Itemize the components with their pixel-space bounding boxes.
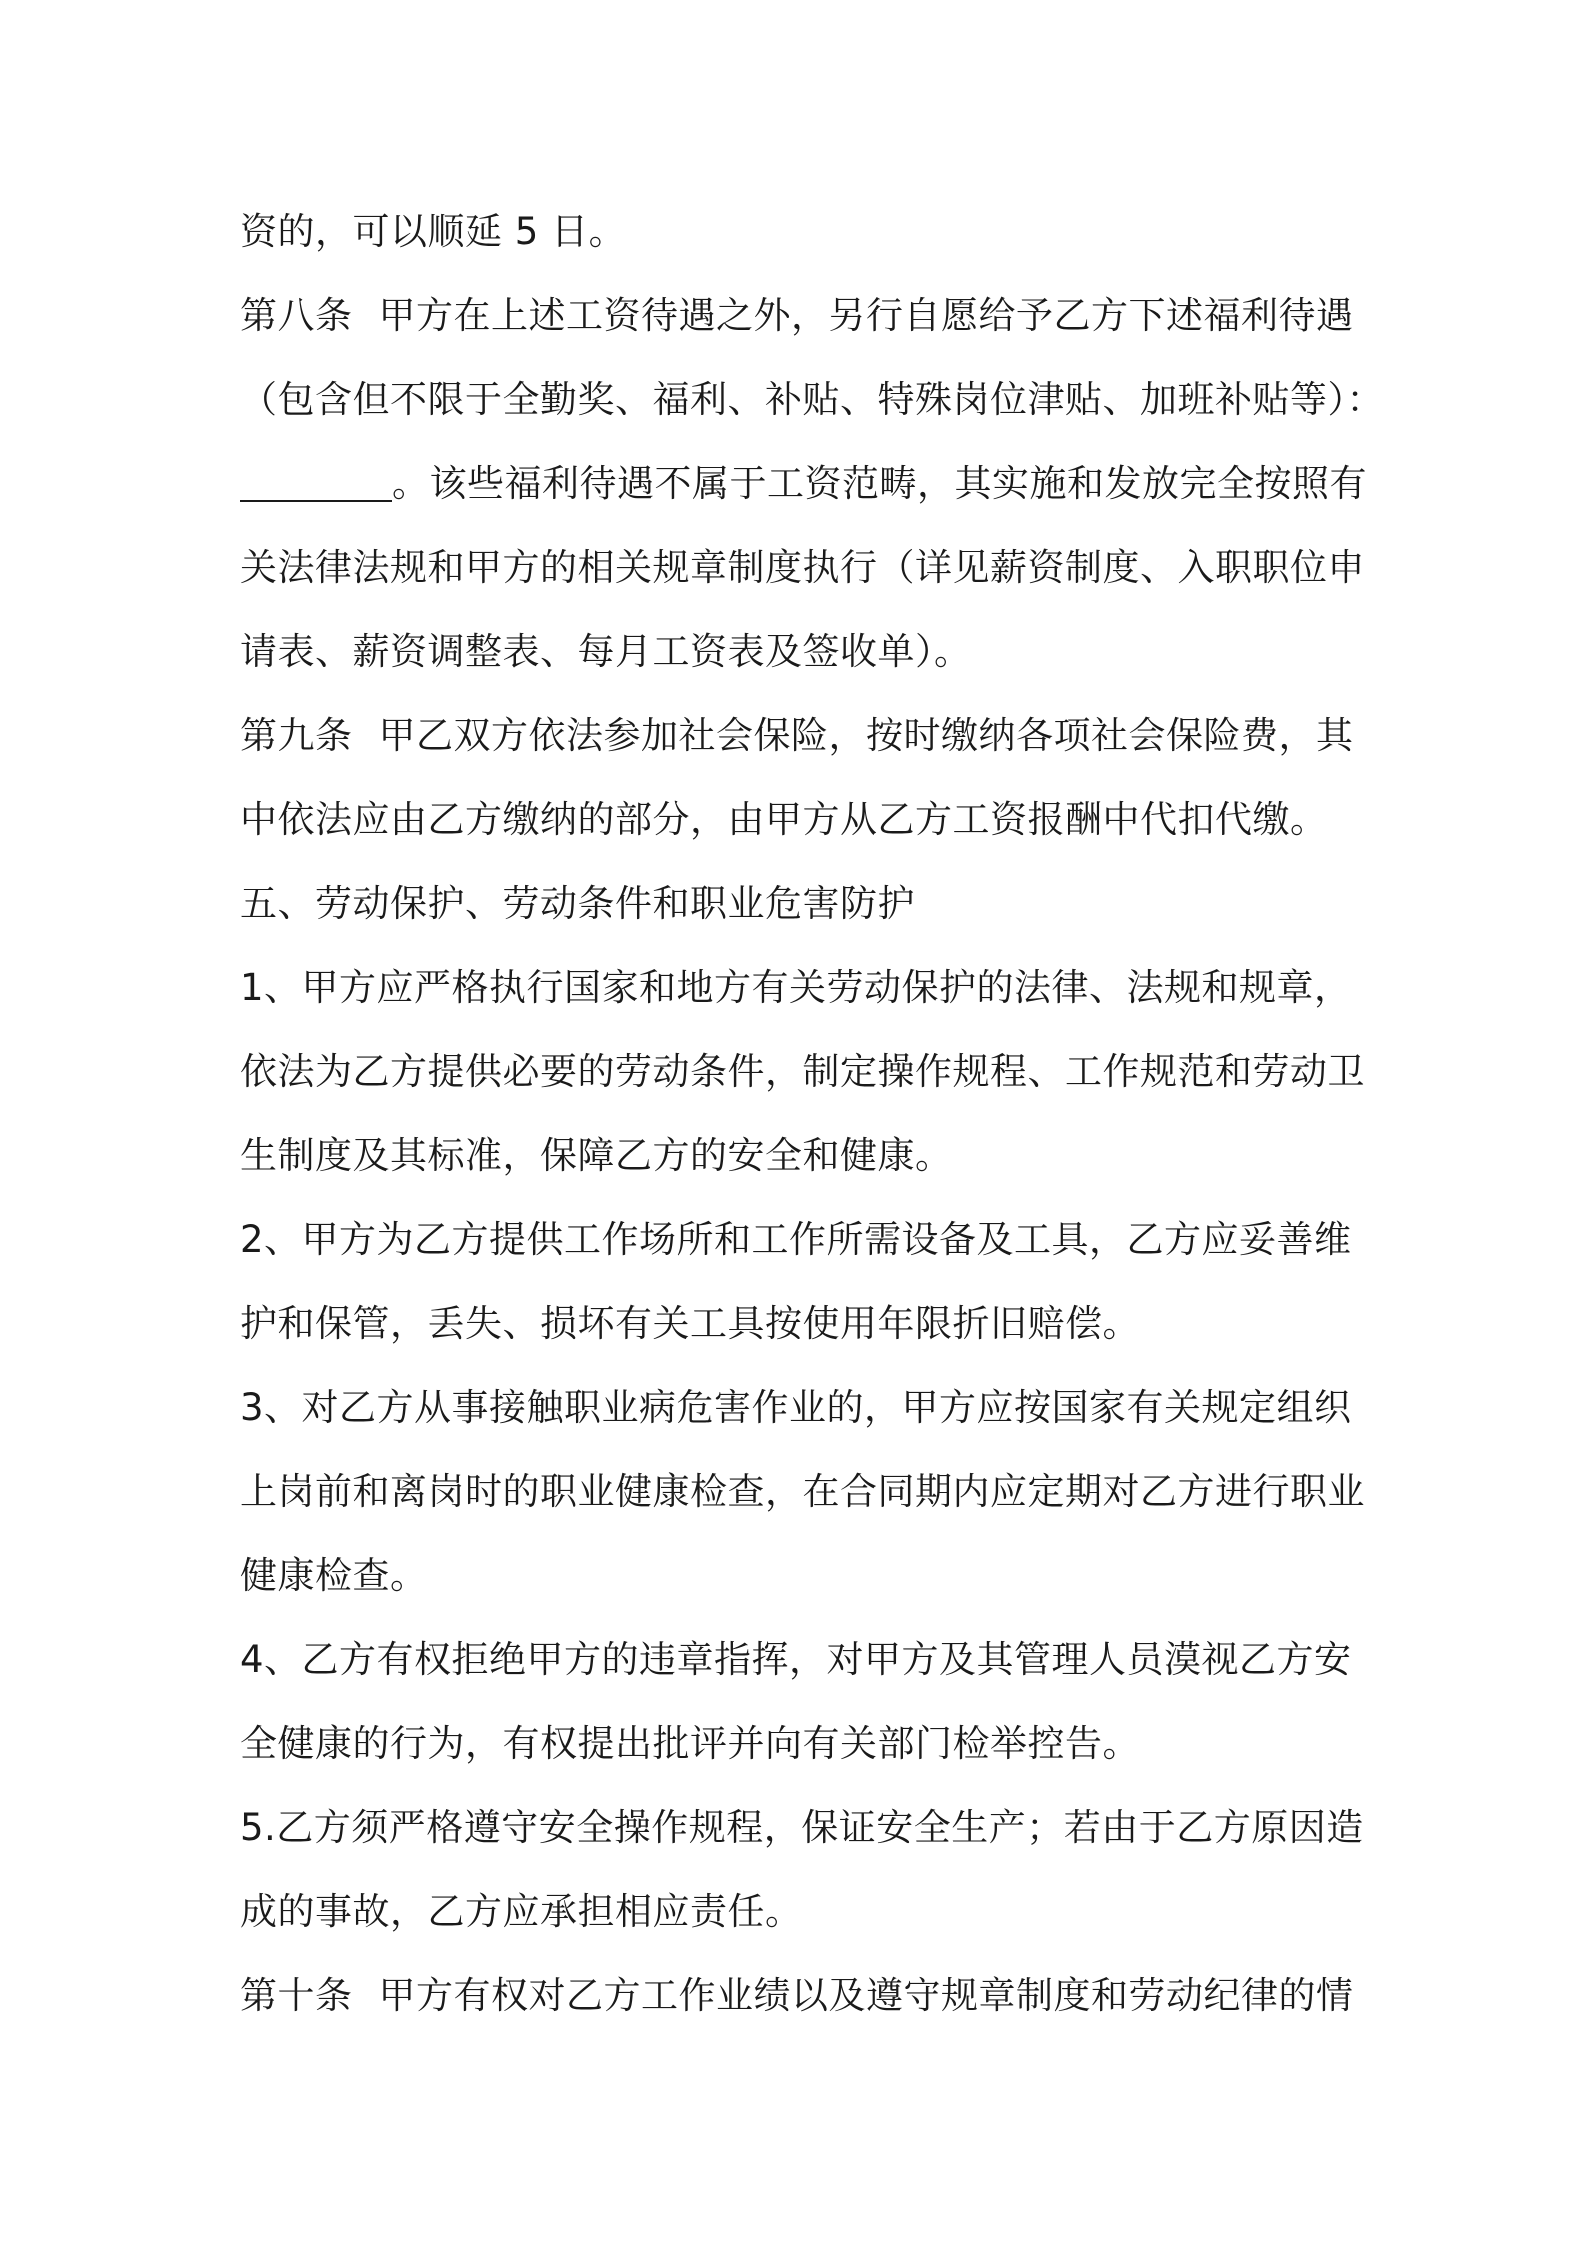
text-line: 护和保管，丢失、损坏有关工具按使用年限折旧赔偿。	[240, 1302, 1140, 1345]
text-line: 4、乙方有权拒绝甲方的违章指挥，对甲方及其管理人员漠视乙方安	[240, 1638, 1352, 1681]
article-10-line: 第十条 甲方有权对乙方工作业绩以及遵守规章制度和劳动纪律的情	[240, 1974, 1354, 2017]
text-line: 中依法应由乙方缴纳的部分，由甲方从乙方工资报酬中代扣代缴。	[240, 798, 1328, 841]
text-line: 依法为乙方提供必要的劳动条件，制定操作规程、工作规范和劳动卫	[240, 1050, 1365, 1093]
text-line: （包含但不限于全勤奖、福利、补贴、特殊岗位津贴、加班补贴等）：	[240, 378, 1384, 421]
text-line-with-blank: 。该些福利待遇不属于工资范畴，其实施和发放完全按照有	[240, 442, 1350, 526]
text-line: 上岗前和离岗时的职业健康检查，在合同期内应定期对乙方进行职业	[240, 1470, 1365, 1513]
article-8-line: 第八条 甲方在上述工资待遇之外，另行自愿给予乙方下述福利待遇	[240, 294, 1354, 337]
text-line: 生制度及其标准，保障乙方的安全和健康。	[240, 1134, 953, 1177]
article-number: 第十条	[240, 1974, 353, 2017]
text-line: 健康检查。	[240, 1554, 428, 1597]
article-9-line: 第九条 甲乙双方依法参加社会保险，按时缴纳各项社会保险费，其	[240, 714, 1354, 757]
section-heading: 五、劳动保护、劳动条件和职业危害防护	[240, 882, 915, 925]
article-number: 第八条	[240, 294, 353, 337]
text-line: 1、甲方应严格执行国家和地方有关劳动保护的法律、法规和规章，	[240, 966, 1352, 1009]
text-line: 3、对乙方从事接触职业病危害作业的，甲方应按国家有关规定组织	[240, 1386, 1352, 1429]
text-line: 5.乙方须严格遵守安全操作规程，保证安全生产；若由于乙方原因造	[240, 1806, 1364, 1849]
text-line: 关法律法规和甲方的相关规章制度执行（详见薪资制度、入职职位申	[240, 546, 1365, 589]
contract-text	[240, 190, 1384, 2038]
text-line: 全健康的行为，有权提出批评并向有关部门检举控告。	[240, 1722, 1140, 1765]
article-number: 第九条	[240, 714, 353, 757]
text-line: 资的，可以顺延 5 日。	[240, 210, 627, 253]
text-line: 2、甲方为乙方提供工作场所和工作所需设备及工具，乙方应妥善维	[240, 1218, 1352, 1261]
text-line: 请表、薪资调整表、每月工资表及签收单）。	[240, 630, 972, 673]
fill-in-blank	[240, 460, 392, 502]
text-line: 成的事故，乙方应承担相应责任。	[240, 1890, 803, 1933]
